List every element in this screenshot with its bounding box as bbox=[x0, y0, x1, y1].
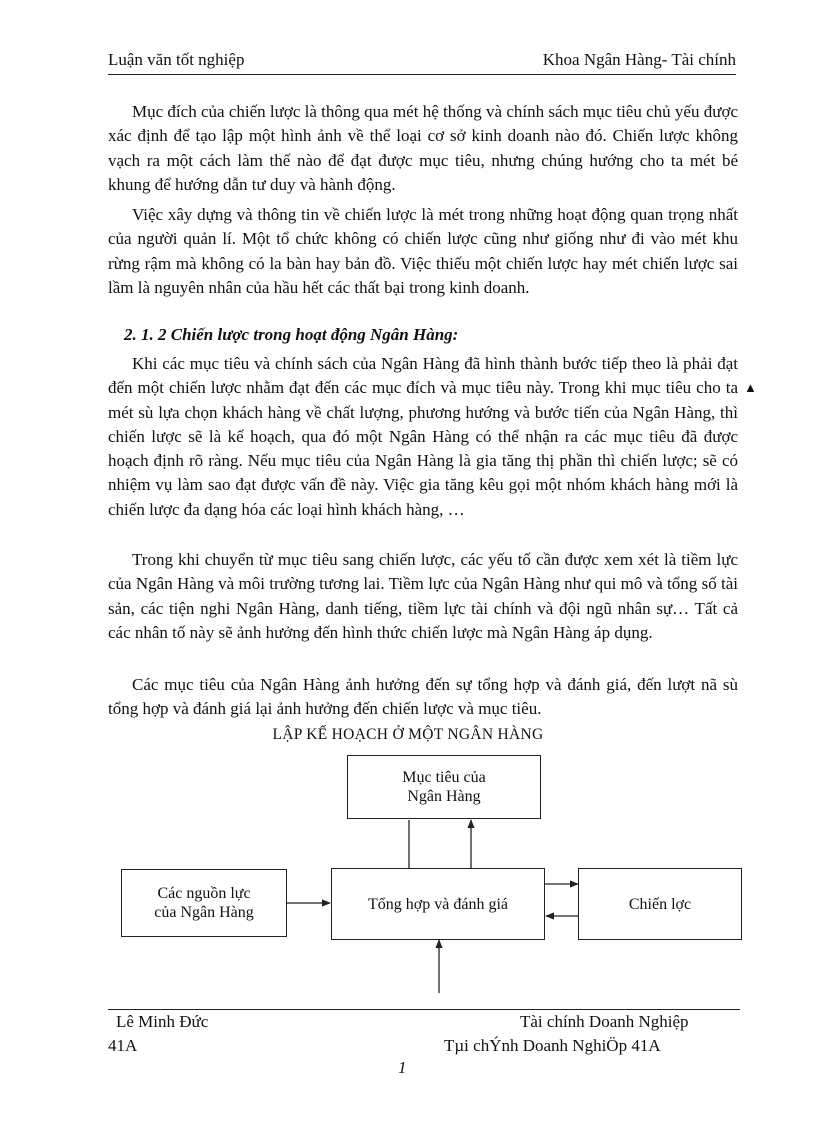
resources-box-line1: Các nguồn lực bbox=[157, 885, 251, 902]
paragraph-3: Khi các mục tiêu và chính sách của Ngân Hàng đã hình thành bước tiếp theo là phải đạt đến một chiến lược nhằm đạt đến các mục đích và mục tiêu này. Trong khi mục tiêu cho ta mét sù lựa chọn khách hàng về chất lượng, phương hướng và bước tiến của Ngân Hàng, thì chiến lược sẽ là kế hoạch, qua đó một Ngân Hàng có thể nhận ra các mục tiêu đã được hoạch định rõ ràng. Nếu mục tiêu của Ngân Hàng là gia tăng thị phần thì chiến lược; sẽ có nhiệm vụ làm sao đạt được vấn đề này. Việc gia tăng kêu gọi một nhóm khách hàng mới là chiến lược đa dạng hóa các loại hình khách hàng, … bbox=[108, 354, 738, 519]
diagram-title: LẬP KẾ HOẠCH Ở MỘT NGÂN HÀNG bbox=[272, 726, 544, 743]
goal-box-line1: Mục tiêu của bbox=[402, 769, 486, 786]
paragraph-1: Mục đích của chiến lược là thông qua mét hệ thống và chính sách mục tiêu chủ yếu được xác định để tạo lập một hình ảnh về thể loại cơ sở kinh doanh nào đó. Chiến lược không vạch ra một cách làm thế nào để đạt được mục tiêu, nhưng chúng hướng cho ta mét bé khung để hướng dẫn tư duy và hành động. bbox=[108, 102, 738, 194]
side-mark-icon: ▲ bbox=[744, 380, 757, 395]
paragraph-2: Việc xây dựng và thông tin về chiến lược là mét trong những hoạt động quan trọng nhất của người quản lí. Một tổ chức không có chiến lược cũng như giống như đi vào mét khu rừng rậm mà không có la bàn hay bản đồ. Việc thiếu một chiến lược hay mét chiến lược sai lầm là nguyên nhân của hầu hết các thất bại trong kinh doanh. bbox=[108, 205, 738, 297]
footer-dept: Tài chính Doanh Nghiệp bbox=[520, 1012, 689, 1031]
header-right: Khoa Ngân Hàng- Tài chính bbox=[542, 50, 736, 69]
resources-box bbox=[121, 869, 287, 937]
page-number: 1 bbox=[398, 1058, 407, 1077]
strategy-box: Chiến lợc bbox=[578, 868, 742, 940]
footer-class: 41A bbox=[108, 1036, 138, 1055]
header-left: Luận văn tốt nghiệp bbox=[108, 50, 245, 69]
section-heading: 2. 1. 2 Chiến lược trong hoạt động Ngân Hàng: bbox=[124, 325, 459, 344]
footer-rule bbox=[108, 1009, 740, 1010]
goal-box bbox=[347, 755, 541, 819]
resources-box-line2: của Ngân Hàng bbox=[154, 904, 254, 921]
synthesis-box: Tổng hợp và đánh giá bbox=[331, 868, 545, 940]
paragraph-4: Trong khi chuyển từ mục tiêu sang chiến lược, các yếu tố cần được xem xét là tiềm lực của Ngân Hàng và môi trường tương lai. Tiềm lực của Ngân Hàng như qui mô và tổng số tài sản, các tiện nghi Ngân Hàng, danh tiếng, tiềm lực tài chính và đội ngũ nhân sự… Tất cả các nhân tố này sẽ ảnh hưởng đến hình thức chiến lược mà Ngân Hàng áp dụng. bbox=[108, 550, 738, 642]
footer-dept-garbled: Tµi chÝnh Doanh NghiÖp 41A bbox=[444, 1036, 661, 1055]
paragraph-5: Các mục tiêu của Ngân Hàng ảnh hưởng đến sự tổng hợp và đánh giá, đến lượt nã sù tổng hợp và đánh giá lại ảnh hưởng đến chiến lược và mục tiêu. bbox=[108, 675, 738, 719]
footer-author: Lê Minh Đức bbox=[116, 1012, 209, 1031]
goal-box-line2: Ngân Hàng bbox=[407, 788, 481, 805]
